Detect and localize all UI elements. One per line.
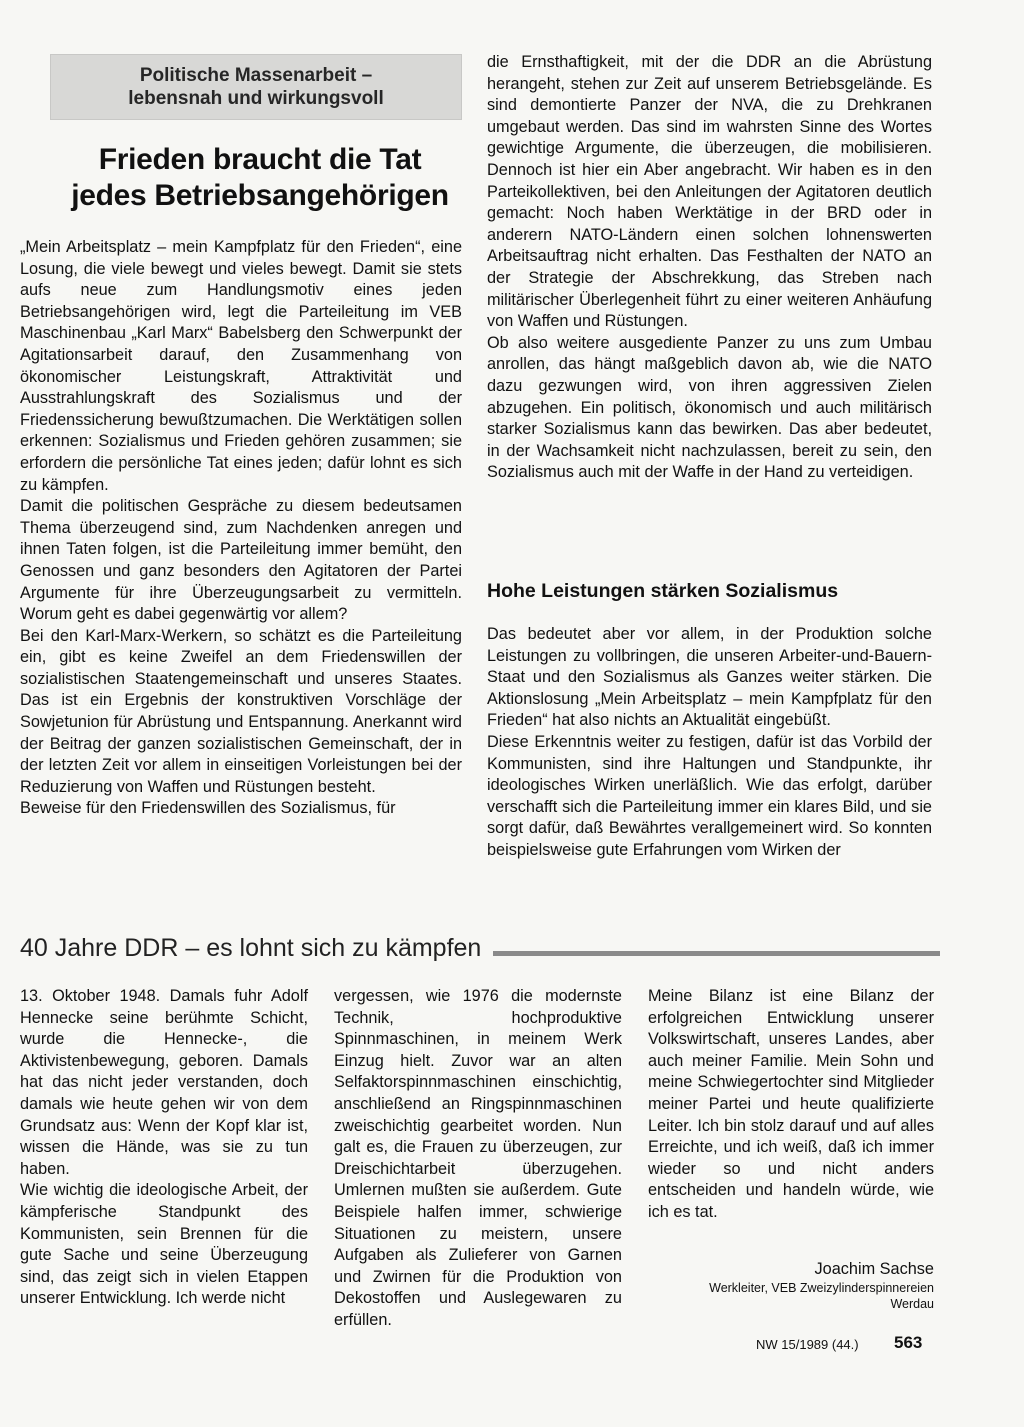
kicker-line-1: Politische Massenarbeit –	[139, 65, 373, 86]
paragraph: Ob also weitere ausgediente Panzer zu uns zum Umbau anrollen, das hängt maßgeblich davon ab, wie die NATO dazu gezwungen wird, von ihren aggressiven Zielen abzugehen. Ein politisch, ökonomisch und auch militärisch starker Sozialismus kann das bewirken. Das aber bedeutet, in der Wachsamkeit nicht nachzulassen, bereit zu sein, den Sozialismus auch mit der Waffe in der Hand zu verteidigen.	[487, 333, 932, 482]
article-column-right-top	[487, 52, 932, 484]
issue-reference: NW 15/1989 (44.)	[756, 1337, 859, 1352]
paragraph: 13. Oktober 1948. Damals fuhr Adolf Hennecke seine berühmte Schicht, wurde die Hennecke-, die Aktivistenbewegung, geboren. Damals hat das nicht jeder verstanden, doch damals wie heute gehen wir von dem Grundsatz aus: Wenn der Kopf klar ist, wissen die Hände, was sie zu tun haben.	[20, 987, 308, 1178]
page-number: 563	[894, 1333, 923, 1352]
article-headline	[60, 142, 460, 214]
paragraph: Beweise für den Friedenswillen des Sozialismus, für	[20, 799, 396, 818]
headline-line-1: Frieden braucht die Tat	[98, 143, 422, 176]
paragraph: Diese Erkenntnis weiter zu festigen, dafür ist das Vorbild der Kommunisten, sind ihre Haltungen und Standpunkte, ihr ideologisches Wirken unerläßlich. Wie das erfolgt, darüber verschafft sich die Parteileitung immer ein klares Bild, und sie sorgt dafür, daß Bewährtes verallgemeinert wird. So konnten beispielsweise gute Erfahrungen vom Wirken der	[487, 732, 932, 859]
author-role-line-1: Werkleiter, VEB Zweizylinderspinnereien	[709, 1281, 934, 1295]
paragraph: Das bedeutet aber vor allem, in der Produktion solche Leistungen zu vollbringen, die unseren Arbeiter-und-Bauern-Staat und den Sozialismus als Ganzes weiter stärken. Die Aktionslosung „Mein Arbeitsplatz – mein Kampfplatz für den Frieden“ hat also nichts an Aktualität eingebüßt.	[487, 625, 932, 730]
essay-column-2	[334, 986, 622, 1332]
paragraph: Damit die politischen Gespräche zu diesem bedeutsamen Thema überzeugend sind, zum Nachdenken anregen und ihnen Taten folgen, ist die Parteileitung immer bemüht, den Genossen und ganz besonders den Agitatoren der Partei Argumente für ihre Überzeugungsarbeit zu vermitteln. Worum geht es dabei gegenwärtig vor allem?	[20, 497, 462, 624]
article-subheading: Hohe Leistungen stärken Sozialismus	[487, 580, 839, 602]
article-column-right-bottom	[487, 624, 932, 862]
essay-column-3	[648, 986, 934, 1224]
paragraph: „Mein Arbeitsplatz – mein Kampfplatz für den Frieden“, eine Losung, die viele bewegt und vieles bewegt. Damit sie stets aufs neue zum Handlungsmotiv eines jeden Betriebsangehörigen wird, legt die Parteileitung im VEB Maschinenbau „Karl Marx“ Babelsberg den Schwerpunkt der Agitationsarbeit darauf, den Zusammenhang von ökonomischer Leistungskraft, Attraktivität und Ausstrahlungskraft des Sozialismus und der Friedenssicherung bewußtzumachen. Die Werktätigen sollen erkennen: Sozialismus und Frieden gehören zusammen; sie erfordern die persönliche Tat eines jeden; dafür lohnt es sich zu kämpfen.	[20, 238, 462, 494]
paragraph: die Ernsthaftigkeit, mit der die DDR an die Abrüstung herangeht, stehen zur Zeit auf unserem Betriebsgelände. Es sind demontierte Panzer der NVA, die zu Drehkranen umgebaut werden. Das sind im wahrsten Sinne des Wortes gewichtige Argumente, die überzeugen, die mobilisieren. Dennoch ist hier ein Aber angebracht. Wir haben es in den Parteikollektiven, bei den Anleitungen der Agitatoren deutlich gemacht: Noch haben Werktätige in der BRD oder in anderern NATO-Ländern einen solchen lohnenswerten Arbeitsauftrag nicht erhalten. Das Festhalten der NATO an der Strategie der Abschrekkung, das Streben nach militärischer Überlegenheit führt zu einer weiteren Anhäufung von Waffen und Rüstungen.	[487, 53, 932, 331]
author-signature	[640, 1258, 934, 1312]
paragraph: Bei den Karl-Marx-Werkern, so schätzt es die Parteileitung ein, gibt es keine Zweifel an dem Friedenswillen der sozialistischen Staatengemeinschaft und unseres Staates. Das ist ein Ergebnis der konstruktiven Vorschläge der Sowjetunion für Abrüstung und Entspannung. Anerkannt wird der Beitrag der ganzen sozialistischen Gemeinschaft, der in der letzten Zeit vor allem in einseitigen Vorleistungen bei der Reduzierung von Waffen und Rüstungen besteht.	[20, 626, 462, 796]
article-column-left	[20, 237, 462, 820]
essay-column-1	[20, 986, 308, 1310]
essay-banner	[20, 928, 940, 968]
paragraph: Meine Bilanz ist eine Bilanz der erfolgreichen Entwicklung unserer Volkswirtschaft, unseres Landes, aber auch meiner Familie. Mein Sohn und meine Schwiegertochter sind Mitglieder meiner Partei und heute qualifizierte Leiter. Ich bin stolz darauf und auf alles Erreichte, und ich weiß, daß ich immer wieder so und nicht anders entscheiden und handeln würde, wie ich es tat.	[648, 987, 934, 1221]
author-role-line-2: Werdau	[890, 1297, 934, 1311]
headline-line-2: jedes Betriebsangehörigen	[71, 179, 449, 212]
author-name: Joachim Sachse	[814, 1260, 934, 1278]
paragraph: Wie wichtig die ideologische Arbeit, der kämpferische Standpunkt des Kommunisten, sein Brennen für die gute Sache und seine Überzeugung sind, das zeigt sich in vielen Etappen unserer Entwicklung. Ich werde nicht	[20, 1181, 308, 1308]
author-role	[640, 1280, 934, 1312]
essay-banner-title: 40 Jahre DDR – es lohnt sich zu kämpfen	[20, 934, 482, 962]
section-kicker	[50, 54, 462, 120]
banner-rule	[493, 951, 940, 956]
kicker-line-2: lebensnah und wirkungsvoll	[128, 88, 384, 109]
paragraph: vergessen, wie 1976 die modernste Technik, hochproduktive Spinnmaschinen, in meinem Werk Einzug hielt. Zuvor war an alten Selfaktorspinnmaschinen einschichtig, anschließend an Ringspinnmaschinen zweischichtig gearbeitet worden. Nun galt es, die Frauen zu überzeugen, zur Dreischichtarbeit überzugehen. Umlernen mußten sie außerdem. Gute Beispiele halfen immer, schwierige Situationen zu meistern, unsere Aufgaben als Zulieferer von Garnen und Zwirnen für die Produktion von Dekostoffen und Auslegewaren zu erfüllen.	[334, 987, 622, 1329]
